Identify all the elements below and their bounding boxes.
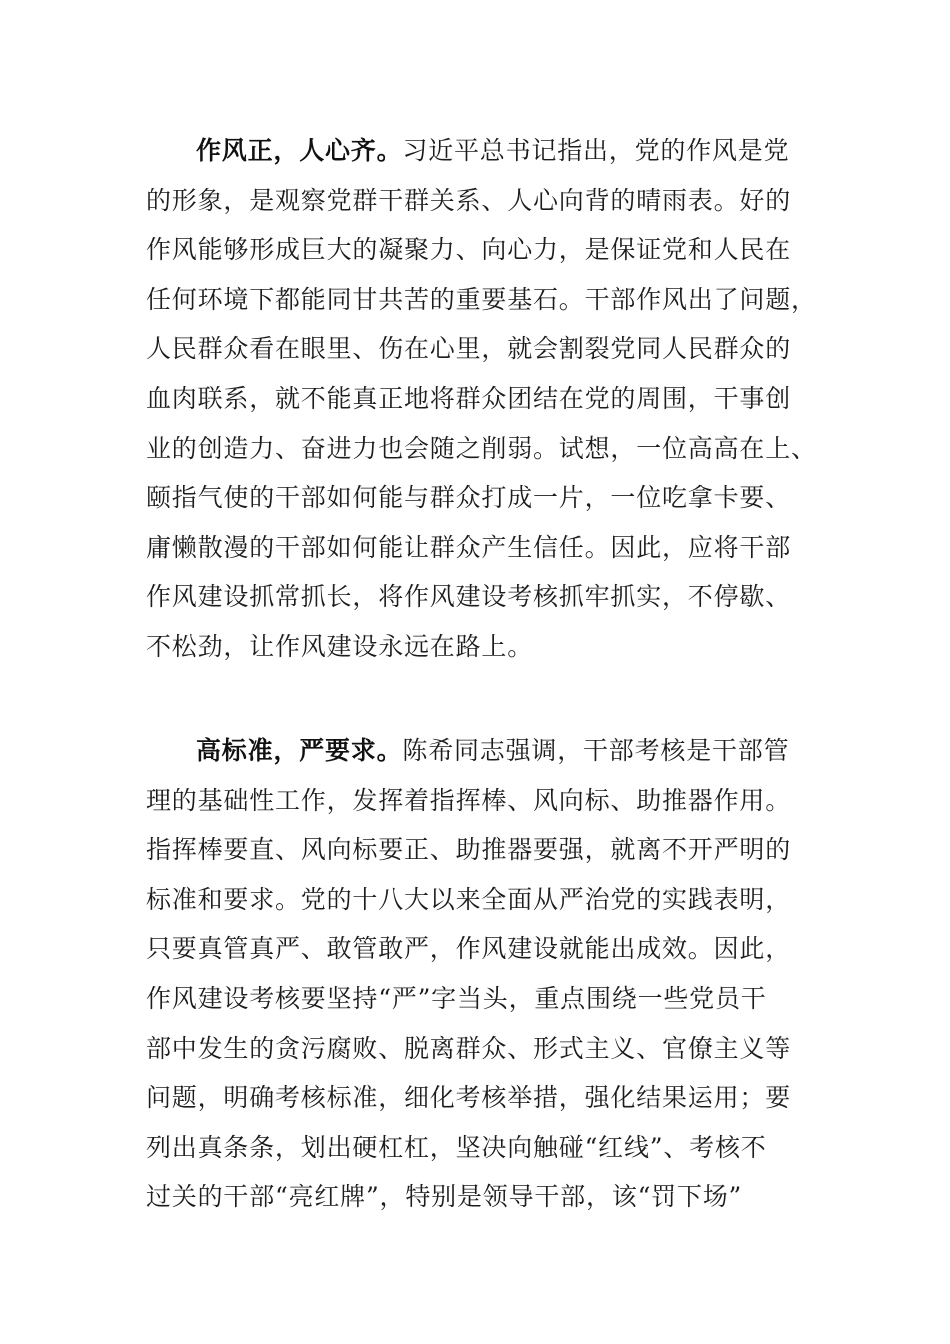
paragraph-line: 作风能够形成巨大的凝聚力、向心力，是保证党和人民在 (146, 235, 792, 265)
paragraph-line: 标准和要求。党的十八大以来全面从严治党的实践表明， (146, 884, 792, 914)
paragraph-line: 作风建设考核要坚持“严”字当头，重点围绕一些党员干 (146, 983, 767, 1013)
paragraph-text: 陈希同志强调，干部考核是干部管 (402, 736, 790, 765)
paragraph-line: 业的创造力、奋进力也会随之削弱。试想，一位高高在上、 (146, 433, 817, 463)
paragraph-line: 问题，明确考核标准，细化考核举措，强化结果运用；要 (146, 1083, 792, 1113)
paragraph-line: 理的基础性工作，发挥着指挥棒、风向标、助推器作用。 (146, 785, 792, 815)
paragraph-heading: 作风正，人心齐。 (196, 136, 403, 165)
paragraph-line: 的形象，是观察党群干群关系、人心向背的晴雨表。好的 (146, 185, 792, 215)
paragraph-line: 只要真管真严、敢管敢严，作风建设就能出成效。因此， (146, 934, 792, 964)
paragraph-heading: 高标准，严要求。 (196, 736, 403, 765)
paragraph-first-line (146, 726, 802, 776)
paragraph-line: 指挥棒要直、风向标要正、助推器要强，就离不开严明的 (146, 835, 792, 865)
paragraph-line: 不松劲，让作风建设永远在路上。 (146, 631, 534, 661)
paragraph-high-standards (146, 726, 802, 1222)
paragraph-text: 习近平总书记指出，党的作风是党 (402, 136, 790, 165)
paragraph-line: 过关的干部“亮红牌”，特别是领导干部，该“罚下场” (146, 1182, 743, 1212)
paragraph-line: 人民群众看在眼里、伤在心里，就会割裂党同人民群众的 (146, 334, 792, 364)
paragraph-line: 任何环境下都能同甘共苦的重要基石。干部作风出了问题， (146, 284, 817, 314)
paragraph-line: 部中发生的贪污腐败、脱离群众、形式主义、官僚主义等 (146, 1033, 792, 1063)
paragraph-line: 作风建设抓常抓长，将作风建设考核抓牢抓实，不停歇、 (146, 582, 792, 612)
paragraph-line: 血肉联系，就不能真正地将群众团结在党的周围，干事创 (146, 383, 792, 413)
paragraph-line: 庸懒散漫的干部如何能让群众产生信任。因此，应将干部 (146, 532, 792, 562)
paragraph-first-line (146, 126, 802, 176)
paragraph-line: 列出真条条，划出硬杠杠，坚决向触碰“红线”、考核不 (146, 1132, 767, 1162)
paragraph-work-style (146, 126, 817, 672)
paragraph-line: 颐指气使的干部如何能与群众打成一片，一位吃拿卡要、 (146, 483, 792, 513)
